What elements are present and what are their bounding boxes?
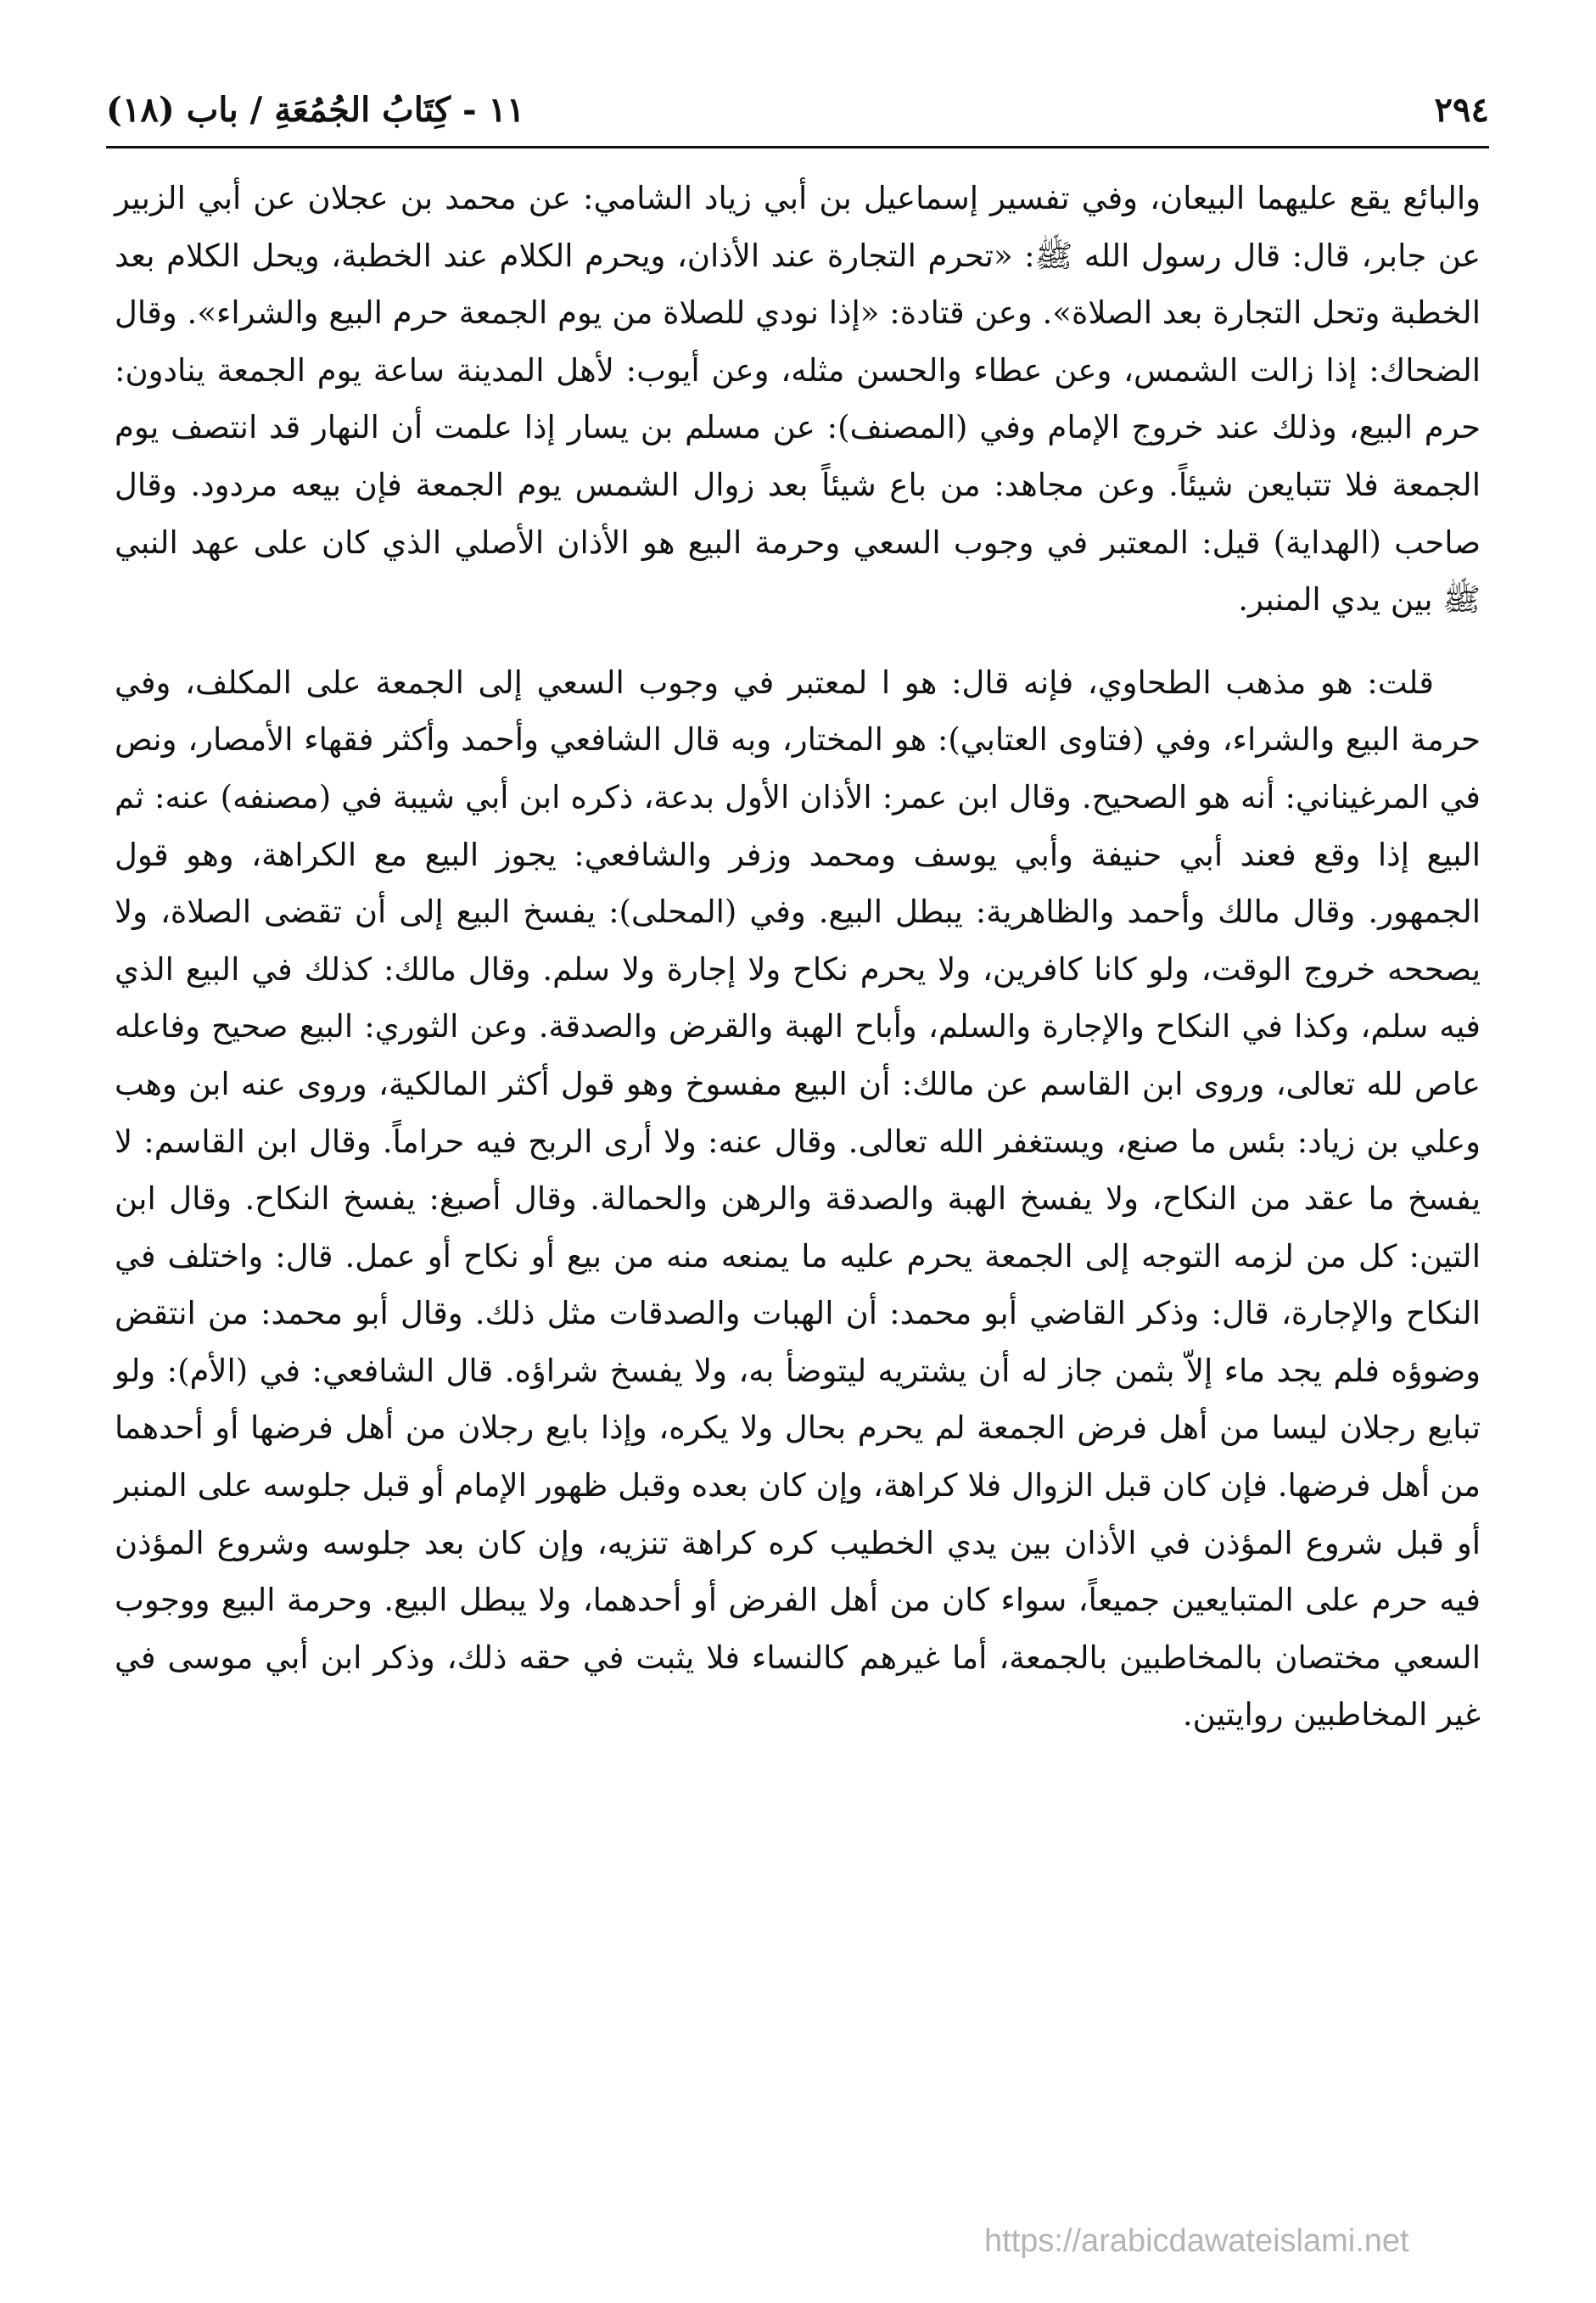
page-header [106,85,1489,144]
running-title: ١١ - كِتَابُ الجُمُعَةِ / باب (١٨) [106,90,525,130]
page-number: ٢٩٤ [1434,90,1489,130]
paragraph-1: والبائع يقع عليهما البيعان، وفي تفسير إسماعيل بن أبي زياد الشامي: عن محمد بن عجلان عن أبي الزبير عن جابر، قال: قال رسول الله ﷺ: «تحرم التجارة عند الأذان، ويحرم الكلام عند الخطبة، ويحل الكلام بعد الخطبة وتحل التجارة بعد الصلاة». وعن قتادة: «إذا نودي للصلاة من يوم الجمعة حرم البيع والشراء». وقال الضحاك: إذا زالت الشمس، وعن عطاء والحسن مثله، وعن أيوب: لأهل المدينة ساعة يوم الجمعة ينادون: حرم البيع، وذلك عند خروج الإمام وفي (المصنف): عن مسلم بن يسار إذا علمت أن النهار قد انتصف يوم الجمعة فلا تتبايعن شيئاً. وعن مجاهد: من باع شيئاً بعد زوال الشمس يوم الجمعة فإن بيعه مردود. وقال صاحب (الهداية) قيل: المعتبر في وجوب السعي وحرمة البيع هو الأذان الأصلي الذي كان على عهد النبي ﷺ بين يدي المنبر. [115,180,1481,619]
paragraph-2: قلت: هو مذهب الطحاوي، فإنه قال: هو ا لمعتبر في وجوب السعي إلى الجمعة على المكلف، وفي حرمة البيع والشراء، وفي (فتاوى العتابي): هو المختار، وبه قال الشافعي وأحمد وأكثر فقهاء الأمصار، ونص في المرغيناني: أنه هو الصحيح. وقال ابن عمر: الأذان الأول بدعة، ذكره ابن أبي شيبة في (مصنفه) عنه: ثم البيع إذا وقع فعند أبي حنيفة وأبي يوسف ومحمد وزفر والشافعي: يجوز البيع مع الكراهة، وهو قول الجمهور. وقال مالك وأحمد والظاهرية: يبطل البيع. وفي (المحلى): يفسخ البيع إلى أن تقضى الصلاة، ولا يصححه خروج الوقت، ولو كانا كافرين، ولا يحرم نكاح ولا إجارة ولا سلم. وقال مالك: كذلك في البيع الذي فيه سلم، وكذا في النكاح والإجارة والسلم، وأباح الهبة والقرض والصدقة. وعن الثوري: البيع صحيح وفاعله عاص لله تعالى، وروى ابن القاسم عن مالك: أن البيع مفسوخ وهو قول أكثر المالكية، وروى عنه ابن وهب وعلي بن زياد: بئس ما صنع، ويستغفر الله تعالى. وقال عنه: ولا أرى الربح فيه حراماً. وقال ابن القاسم: لا يفسخ ما عقد من النكاح، ولا يفسخ الهبة والصدقة والرهن والحمالة. وقال أصبغ: يفسخ النكاح. وقال ابن التين: كل من لزمه التوجه إلى الجمعة يحرم عليه ما يمنعه منه من بيع أو نكاح أو عمل. قال: واختلف في النكاح والإجارة، قال: وذكر القاضي أبو محمد: أن الهبات والصدقات مثل ذلك. وقال أبو محمد: من انتقض وضوؤه فلم يجد ماء إلاّ بثمن جاز له أن يشتريه ليتوضأ به، ولا يفسخ شراؤه. قال الشافعي: في (الأم): ولو تبايع رجلان ليسا من أهل فرض الجمعة لم يحرم بحال ولا يكره، وإذا بايع رجلان من أهل فرضها أو أحدهما من أهل فرضها. فإن كان قبل الزوال فلا كراهة، وإن كان بعده وقبل ظهور الإمام أو قبل جلوسه على المنبر أو قبل شروع المؤذن في الأذان بين يدي الخطيب كره كراهة تنزيه، وإن كان بعد جلوسه وشروع المؤذن فيه حرم على المتبايعين جميعاً، سواء كان من أهل الفرض أو أحدهما، ولا يبطل البيع. وحرمة البيع ووجوب السعي مختصان بالمخاطبين بالجمعة، أما غيرهم كالنساء فلا يثبت في حقه ذلك، وذكر ابن أبي موسى في غير المخاطبين روايتين. [115,664,1481,1734]
website-watermark: https://arabicdawateislami.net [984,2223,1409,2259]
main-text [115,170,1481,1744]
header-divider [106,146,1489,148]
